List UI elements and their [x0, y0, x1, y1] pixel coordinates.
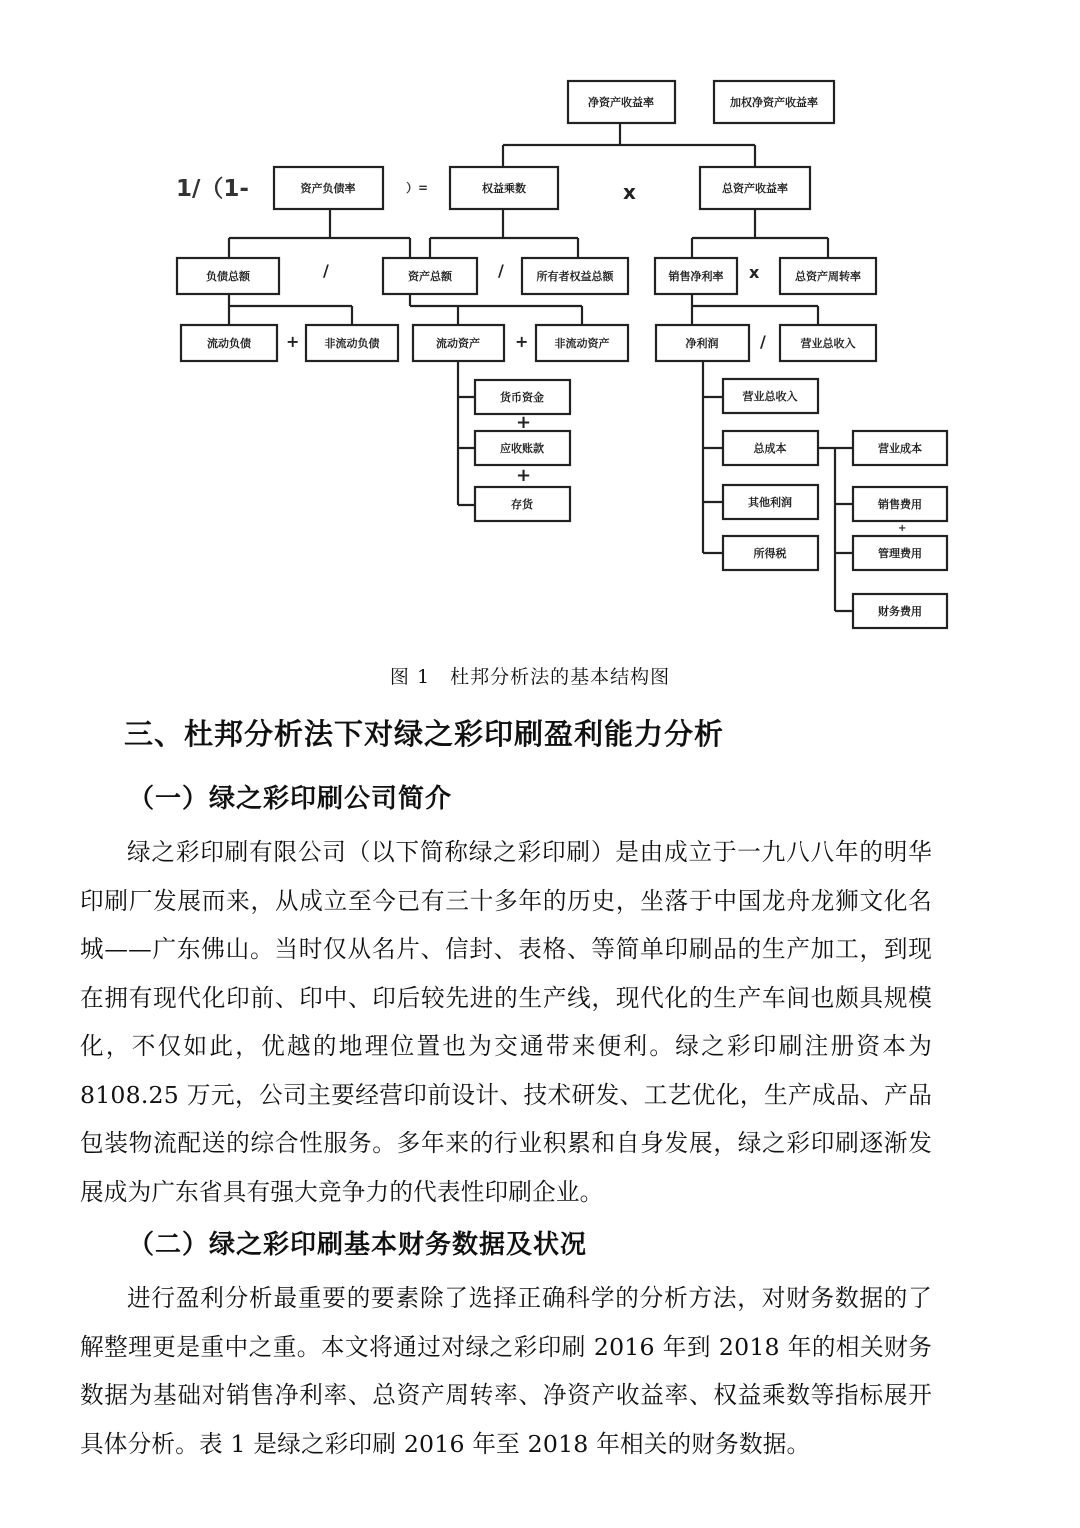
label-noncurrent-liabilities: 非流动负债 — [324, 337, 380, 350]
label-equity-multiplier: 权益乘数 — [482, 182, 526, 195]
label-revenue: 营业总收入 — [800, 337, 856, 350]
figure-title: 杜邦分析法的基本结构图 — [450, 666, 671, 688]
paragraph-company-intro: 绿之彩印刷有限公司（以下简称绿之彩印刷）是由成立于一九八八年的明华印刷厂发展而来，从成立至今已有三十多年的历史，坐落于中国龙舟龙狮文化名城——广东佛山。当时仅从名片、信封、表格、等简单印刷品的生产加工，到现在拥有现代化印前、印中、印后较先进的生产线，现代化的生产车间也颇具规模化，不仅如此，优越的地理位置也为交通带来便利。绿之彩印刷注册资本为 8108.25 万元，公司主要经营印前设计、技术研发、工艺优化，生产成品、产品包装物流配送的综合性服务。多年来的行业积累和自身发展，绿之彩印刷逐渐发展成为广东省具有强大竞争力的代表性印刷企业。 — [80, 838, 932, 1206]
plus-operator-assets: + — [515, 332, 529, 351]
figure-caption — [0, 662, 1060, 689]
multiply-operator: x — [623, 180, 636, 204]
formula-prefix: 1/（1- — [176, 176, 249, 202]
formula-suffix: ）= — [406, 181, 429, 195]
dupont-structure-diagram — [0, 0, 1080, 650]
figure-number: 图 1 — [389, 666, 431, 688]
label-debt-ratio: 资产负债率 — [300, 182, 356, 195]
label-owners-equity: 所有者权益总额 — [536, 270, 614, 283]
plus-operator-receivables: + — [516, 465, 532, 486]
label-current-assets: 流动资产 — [436, 337, 480, 350]
label-total-assets: 资产总额 — [408, 270, 452, 283]
label-finance-expense: 财务费用 — [878, 605, 922, 618]
section-title: 三、杜邦分析法下对绿之彩印刷盈利能力分析 — [124, 717, 725, 751]
label-total-liabilities: 负债总额 — [206, 270, 250, 283]
label-other-profit: 其他利润 — [748, 496, 792, 509]
plus-operator-liab: + — [286, 332, 300, 351]
label-admin-expense: 管理费用 — [878, 547, 922, 560]
divide-operator-margin: / — [760, 332, 766, 351]
multiply-operator-roa: x — [749, 263, 760, 282]
label-noncurrent-assets: 非流动资产 — [554, 337, 610, 350]
label-current-liabilities: 流动负债 — [207, 337, 251, 350]
paragraph-financial-data: 进行盈利分析最重要的要素除了选择正确科学的分析方法，对财务数据的了解整理更是重中之重。本文将通过对绿之彩印刷 2016 年到 2018 年的相关财务数据为基础对销售净利率、总资产周转率、净资产收益率、权益乘数等指标展开具体分析。表 1 是绿之彩印刷 2016 年至 2018 年相关的财务数据。 — [80, 1284, 932, 1458]
label-receivables: 应收账款 — [500, 442, 544, 455]
label-income-tax: 所得税 — [753, 547, 787, 560]
plus-operator-expense: + — [898, 523, 907, 534]
divide-operator-liab: / — [323, 261, 329, 280]
label-asset-turnover: 总资产周转率 — [795, 270, 861, 283]
subsection-title-company: （一）绿之彩印刷公司简介 — [128, 784, 453, 814]
subsection-title-financial: （二）绿之彩印刷基本财务数据及状况 — [128, 1230, 588, 1260]
label-weighted-roe: 加权净资产收益率 — [730, 96, 818, 109]
label-net-profit: 净利润 — [685, 337, 719, 350]
label-total-cost: 总成本 — [753, 442, 787, 455]
label-roe: 净资产收益率 — [588, 96, 654, 109]
label-cash: 货币资金 — [500, 391, 544, 404]
label-operating-cost: 营业成本 — [878, 442, 922, 455]
label-revenue-2: 营业总收入 — [742, 390, 798, 403]
plus-operator-cash: + — [516, 412, 532, 433]
divide-operator-equity: / — [498, 261, 504, 280]
label-inventory: 存货 — [511, 498, 533, 511]
label-roa: 总资产收益率 — [722, 182, 788, 195]
label-net-margin: 销售净利率 — [668, 270, 724, 283]
label-selling-expense: 销售费用 — [878, 498, 922, 511]
